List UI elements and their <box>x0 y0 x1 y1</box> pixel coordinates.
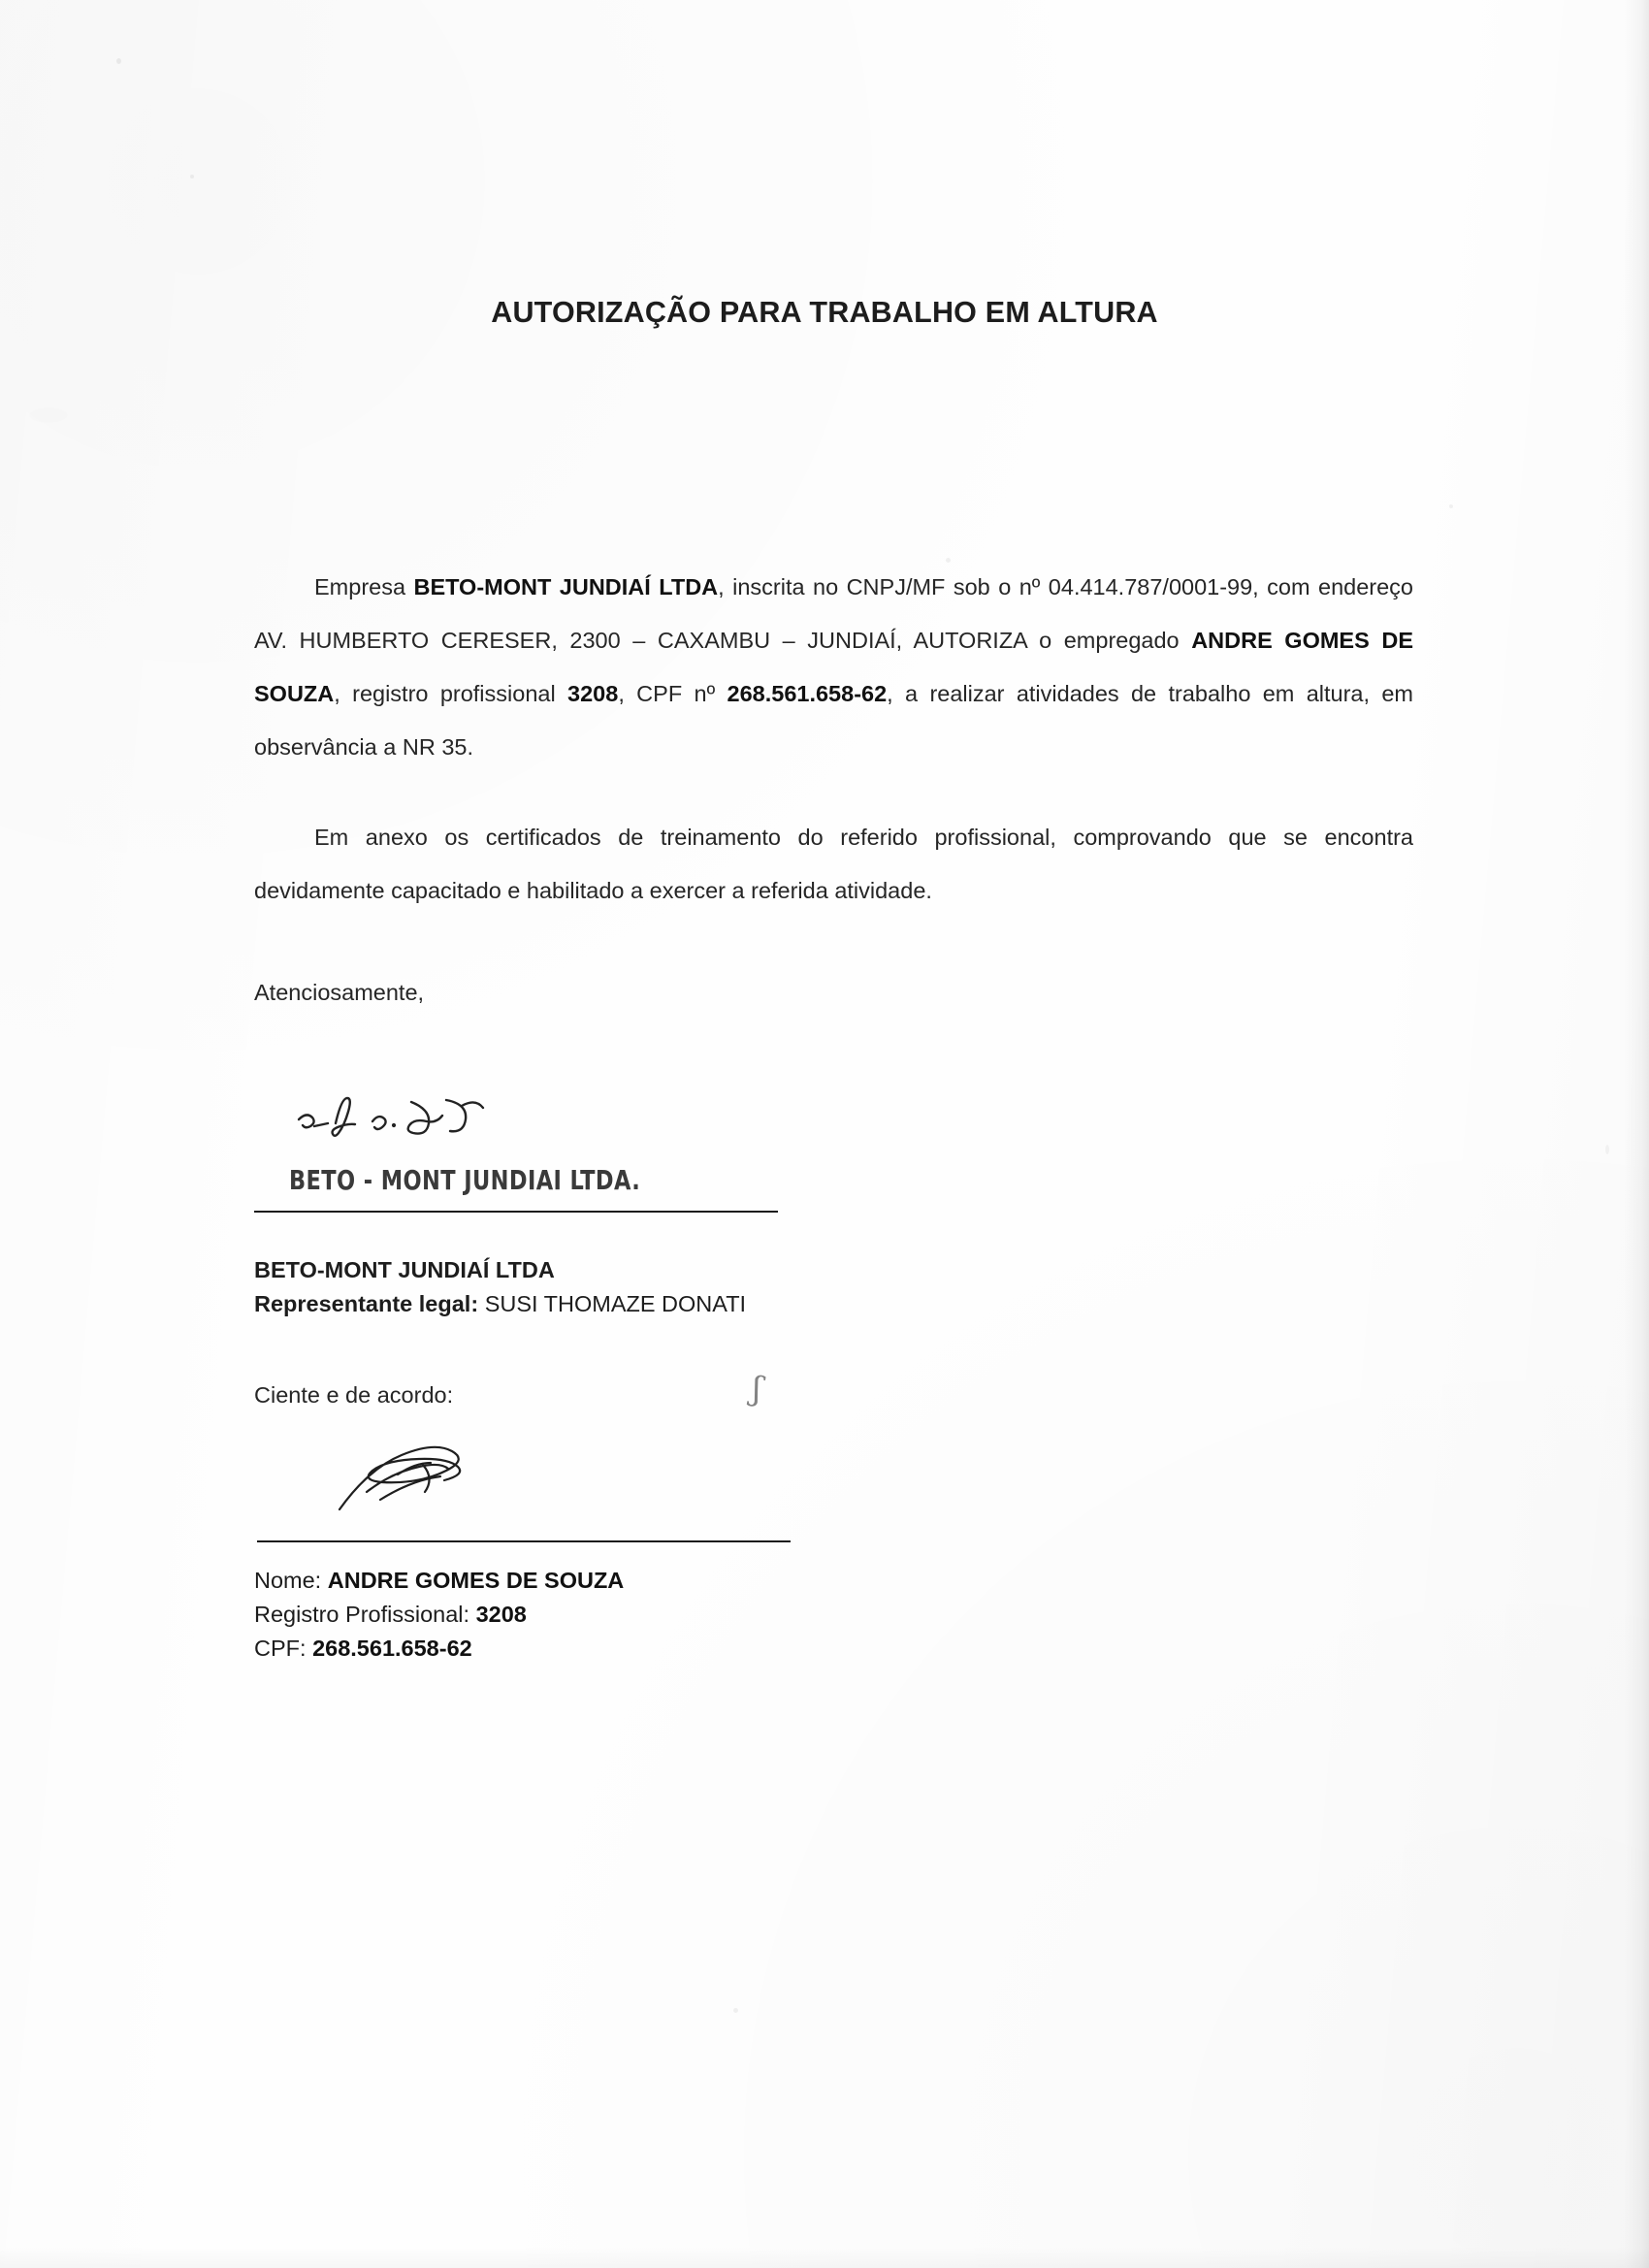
employee-cpf-row <box>254 1632 624 1666</box>
paragraph-attachments: Em anexo os certificados de treinamento do referido profissional, comprovando que se encontra devidamente capacitado e habilitado a exercer a referida atividade. <box>254 825 1413 903</box>
scan-speck <box>190 175 194 178</box>
signer-company <box>254 1253 746 1287</box>
employee-name-row <box>254 1564 624 1598</box>
acknowledgement-label: Ciente e de acordo: <box>254 1382 454 1408</box>
scan-speck <box>733 2008 738 2013</box>
rep-label: Representante legal: <box>254 1291 479 1316</box>
company-stamp-text: BETO - MONT JUNDIAI LTDA. <box>289 1164 641 1196</box>
scan-edge-shadow-bottom <box>0 2247 1649 2268</box>
cpf-inline: 268.561.658-62 <box>727 681 888 706</box>
letter-body <box>254 561 1413 918</box>
signer-company-value: BETO-MONT JUNDIAÍ LTDA <box>254 1257 555 1282</box>
signature-representative <box>291 1086 679 1164</box>
signature-line-employee <box>257 1540 791 1542</box>
paragraph1-seg4: , CPF nº <box>618 681 728 706</box>
employee-name-value: ANDRE GOMES DE SOUZA <box>327 1568 625 1593</box>
scan-speck <box>1605 1145 1609 1154</box>
employee-name-inline: ANDRE GOMES DE SOUZA <box>254 628 1413 706</box>
employee-registration-label: Registro Profissional: <box>254 1602 470 1627</box>
stray-pen-mark: ʃ <box>749 1369 765 1409</box>
employee-cpf-label: CPF: <box>254 1636 307 1661</box>
employee-details-block <box>254 1564 624 1666</box>
employee-name-label: Nome: <box>254 1568 322 1593</box>
paragraph1-seg1: Empresa <box>314 574 414 599</box>
paragraph1-seg3: , registro profissional <box>334 681 568 706</box>
representative-block <box>254 1253 746 1321</box>
paragraph-authorization <box>254 561 1413 774</box>
scan-edge-shadow-right <box>1624 0 1649 2268</box>
signer-representative <box>254 1287 746 1321</box>
employee-registration-value: 3208 <box>475 1602 527 1627</box>
scan-speck <box>1449 504 1453 508</box>
employee-cpf-value: 268.561.658-62 <box>312 1636 472 1661</box>
employee-registration-row <box>254 1598 624 1632</box>
scan-speck <box>116 58 121 64</box>
page-title: AUTORIZAÇÃO PARA TRABALHO EM ALTURA <box>491 296 1158 329</box>
paragraph1-seg2: , inscrita no CNPJ/MF sob o nº 04.414.787/0001-99, com endereço AV. HUMBERTO CERESER, 2300 – CAXAMBU – JUNDIAÍ, AUTORIZA o empregado <box>254 574 1413 653</box>
closing-salutation: Atenciosamente, <box>254 980 425 1005</box>
signature-employee <box>330 1436 553 1523</box>
registration-inline: 3208 <box>567 681 619 706</box>
rep-name: SUSI THOMAZE DONATI <box>484 1291 747 1316</box>
scan-speck <box>29 407 68 423</box>
paragraph1-seg5: , a realizar atividades de trabalho em altura, em observância a NR 35. <box>254 681 1414 760</box>
signature-line-representative <box>254 1211 778 1213</box>
company-name-inline: BETO-MONT JUNDIAÍ LTDA <box>413 574 719 599</box>
